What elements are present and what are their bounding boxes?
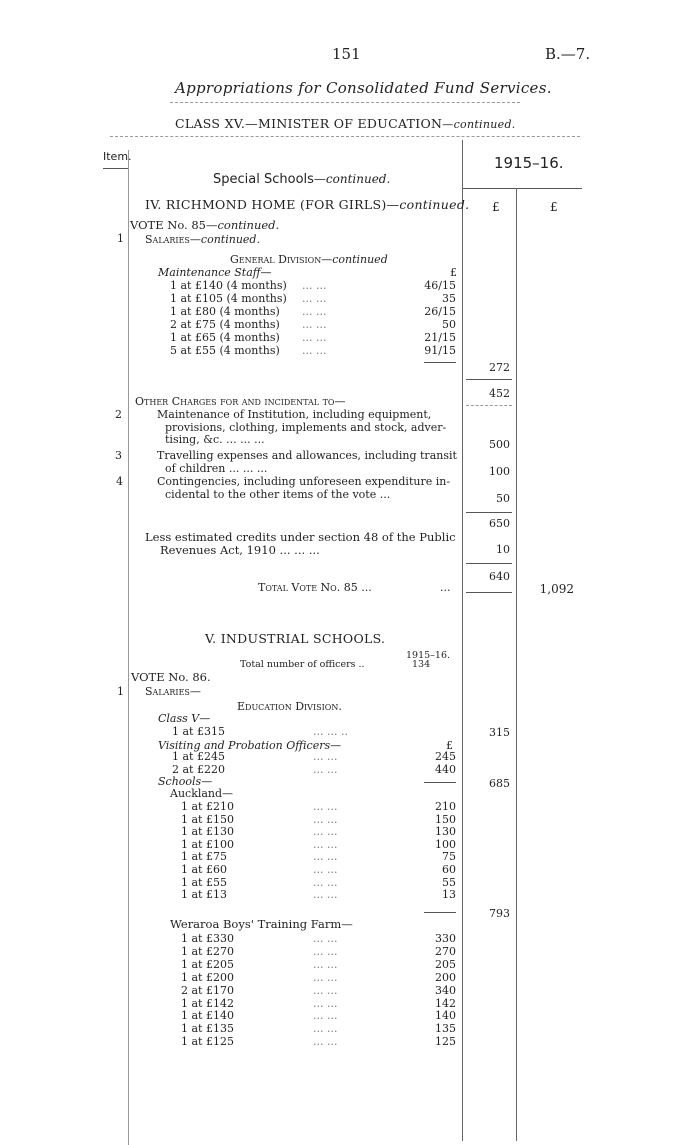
- staff-row-dots: ... ...: [302, 304, 327, 318]
- salaries-subtotal-rule: [466, 379, 512, 380]
- division-label: [230, 253, 388, 266]
- item-header-rule: [103, 168, 129, 169]
- item-number-1-vote-86: 1: [117, 685, 124, 698]
- charge-line: Maintenance of Institution, including equipment,: [157, 408, 432, 421]
- charge-item-number: 4: [116, 475, 123, 488]
- visiting-subtotal: 685: [489, 777, 510, 790]
- weraroa-row-dots: ... ...: [313, 1035, 338, 1049]
- section-heading: [213, 172, 390, 187]
- staff-row-amount: 26/15: [424, 304, 456, 318]
- amount-column-rule-mid: [516, 188, 517, 1141]
- charge-line: Contingencies, including unforeseen expenditure in-: [157, 475, 451, 488]
- staff-subtotal-rule: [424, 362, 456, 363]
- vote-85-text: VOTE No. 85—: [130, 218, 218, 232]
- weraroa-row-dots: ... ...: [313, 957, 338, 971]
- auckland-row-amount: 75: [442, 850, 456, 864]
- weraroa-row-amount: 125: [435, 1035, 456, 1049]
- total-vote-85-amount: 1,092: [539, 582, 574, 596]
- auckland-row-amount: 100: [435, 837, 456, 851]
- pound-sign: £: [450, 266, 457, 279]
- auckland-row-dots: ... ...: [313, 837, 338, 851]
- staff-row-amount: 21/15: [424, 330, 456, 344]
- officers-year: 1915–16.: [406, 650, 451, 661]
- salaries-label-vote-86: Salaries—: [145, 685, 201, 698]
- staff-row-amount: 46/15: [424, 279, 456, 292]
- auckland-row-amount: 130: [435, 825, 456, 839]
- charges-total: 650: [489, 517, 510, 530]
- less-credits-line1: Less estimated credits under section 48 of the Public: [145, 530, 456, 544]
- salaries-label: [145, 233, 260, 246]
- vote-86-label: VOTE No. 86.: [131, 670, 211, 684]
- vote-85-suffix: continued.: [217, 218, 280, 232]
- auckland-row-desc: 1 at £75: [181, 850, 227, 864]
- weraroa-row-amount: 330: [435, 932, 456, 945]
- charge-amount: 50: [496, 492, 510, 505]
- net-amount: 640: [489, 570, 510, 583]
- class-v-dots: ... ... ..: [313, 725, 348, 738]
- auckland-row-desc: 1 at £210: [181, 800, 234, 813]
- item-column-header: Item.: [103, 150, 132, 163]
- class-v-label: Class V—: [158, 712, 211, 725]
- weraroa-row-amount: 270: [435, 944, 456, 958]
- charge-line: provisions, clothing, implements and stock, adver-: [165, 420, 447, 434]
- currency-col2-header: £: [550, 200, 558, 214]
- title-rule: [170, 102, 520, 103]
- weraroa-row-amount: 142: [435, 996, 456, 1010]
- weraroa-row-dots: ... ...: [313, 944, 338, 958]
- staff-row-amount: 35: [442, 291, 456, 305]
- weraroa-row-desc: 1 at £200: [181, 970, 234, 984]
- staff-row-desc: 2 at £75 (4 months): [170, 317, 280, 331]
- weraroa-label: Weraroa Boys' Training Farm—: [170, 917, 353, 931]
- visiting-row-dots: ... ...: [313, 762, 338, 776]
- other-charges-rule: [466, 405, 512, 406]
- staff-row-desc: 1 at £65 (4 months): [170, 330, 280, 344]
- total-rule: [466, 592, 512, 593]
- class-title: [175, 116, 516, 131]
- net-rule: [466, 563, 512, 564]
- staff-subtotal: 272: [489, 361, 510, 374]
- weraroa-row-desc: 1 at £270: [181, 944, 234, 958]
- staff-row-dots: ... ...: [302, 291, 327, 305]
- officers-count: 134: [412, 659, 431, 670]
- staff-row-dots: ... ...: [302, 317, 327, 331]
- other-charges-heading: Other Charges for and incidental to—: [135, 395, 346, 408]
- maintenance-staff-label: Maintenance Staff—: [158, 266, 272, 279]
- charge-amount: 500: [489, 438, 510, 451]
- staff-row-amount: 91/15: [424, 343, 456, 357]
- weraroa-row-dots: ... ...: [313, 983, 338, 997]
- weraroa-row-desc: 1 at £125: [181, 1035, 234, 1049]
- weraroa-row-amount: 200: [435, 970, 456, 984]
- auckland-row-dots: ... ...: [313, 850, 338, 864]
- subsection-heading-suffix: continued.: [399, 197, 470, 212]
- auckland-row-desc: 1 at £55: [181, 875, 227, 889]
- charges-total-rule: [466, 512, 512, 513]
- charge-line: of children ... ... ...: [165, 461, 268, 475]
- auckland-row-desc: 1 at £150: [181, 812, 234, 826]
- weraroa-row-desc: 1 at £142: [181, 996, 234, 1010]
- less-credits-amount: 10: [496, 543, 510, 556]
- class-v-desc: 1 at £315: [172, 725, 225, 738]
- staff-row-desc: 1 at £80 (4 months): [170, 304, 280, 318]
- weraroa-row-dots: ... ...: [313, 996, 338, 1010]
- section-heading-text: Special Schools: [213, 172, 314, 187]
- auckland-row-desc: 1 at £60: [181, 863, 227, 876]
- schools-label: Schools—: [158, 775, 213, 788]
- charge-amount: 100: [489, 465, 510, 478]
- auckland-row-amount: 150: [435, 812, 456, 826]
- less-credits-line2: Revenues Act, 1910 ... ... ...: [160, 543, 320, 557]
- auckland-label: Auckland—: [170, 787, 234, 800]
- auckland-row-amount: 210: [435, 800, 456, 813]
- visiting-row-desc: 1 at £245: [172, 750, 225, 763]
- total-vote-85-label: Total Vote No. 85 ...: [258, 581, 372, 594]
- page-title: Appropriations for Consolidated Fund Services.: [175, 79, 552, 97]
- fiscal-year-header: 1915–16.: [494, 154, 564, 172]
- officers-label: Total number of officers ..: [240, 659, 365, 670]
- year-header-rule: [462, 188, 582, 189]
- visiting-row-amount: 245: [435, 750, 456, 763]
- section-heading-suffix: —continued.: [313, 172, 391, 186]
- auckland-row-dots: ... ...: [313, 812, 338, 826]
- auckland-subtotal: 793: [489, 907, 510, 920]
- auckland-row-amount: 60: [442, 863, 456, 876]
- subsection-heading: [145, 197, 469, 212]
- charge-item-number: 3: [115, 449, 122, 462]
- salaries-subtotal: 452: [489, 387, 510, 400]
- weraroa-row-desc: 1 at £330: [181, 932, 234, 945]
- vote-85-label: [130, 218, 279, 232]
- page-number: 151: [332, 45, 361, 63]
- division-text: General Division—: [230, 253, 333, 266]
- staff-row-dots: ... ...: [302, 279, 327, 292]
- charge-item-number: 2: [115, 408, 122, 421]
- weraroa-row-amount: 340: [435, 983, 456, 997]
- auckland-row-dots: ... ...: [313, 863, 338, 876]
- weraroa-row-desc: 2 at £170: [181, 983, 234, 997]
- weraroa-row-amount: 205: [435, 957, 456, 971]
- auckland-row-dots: ... ...: [313, 825, 338, 839]
- document-reference: B.—7.: [545, 45, 591, 63]
- salaries-suffix: continued.: [200, 233, 260, 246]
- staff-row-amount: 50: [442, 317, 456, 331]
- class-title-text: CLASS XV.—MINISTER OF EDUCATION: [175, 116, 443, 131]
- auckland-row-amount: 13: [442, 888, 456, 902]
- visiting-row-desc: 2 at £220: [172, 762, 225, 776]
- weraroa-row-dots: ... ...: [313, 970, 338, 984]
- visiting-officers-label: Visiting and Probation Officers—: [158, 739, 342, 752]
- weraroa-row-desc: 1 at £205: [181, 957, 234, 971]
- staff-row-desc: 1 at £105 (4 months): [170, 291, 287, 305]
- currency-col1-header: £: [492, 200, 500, 214]
- charge-line: cidental to the other items of the vote ...: [165, 487, 391, 501]
- item-number-1: 1: [117, 232, 124, 245]
- weraroa-row-amount: 140: [435, 1009, 456, 1023]
- auckland-row-desc: 1 at £130: [181, 825, 234, 839]
- visiting-subtotal-rule: [424, 782, 456, 783]
- weraroa-row-dots: ... ...: [313, 932, 338, 945]
- auckland-subtotal-rule: [424, 912, 456, 913]
- class-title-suffix: —continued.: [442, 118, 516, 131]
- auckland-row-amount: 55: [442, 875, 456, 889]
- staff-row-desc: 1 at £140 (4 months): [170, 279, 287, 292]
- auckland-row-desc: 1 at £13: [181, 888, 227, 902]
- staff-row-desc: 5 at £55 (4 months): [170, 343, 280, 357]
- charge-line: Travelling expenses and allowances, including transit: [157, 449, 457, 462]
- item-column-rule: [128, 150, 129, 1145]
- weraroa-row-desc: 1 at £135: [181, 1022, 234, 1036]
- class-v-amount: 315: [489, 726, 510, 739]
- weraroa-row-dots: ... ...: [313, 1022, 338, 1036]
- staff-row-dots: ... ...: [302, 343, 327, 357]
- auckland-row-dots: ... ...: [313, 875, 338, 889]
- total-vote-85-dots: ...: [440, 581, 451, 594]
- staff-row-dots: ... ...: [302, 330, 327, 344]
- auckland-row-dots: ... ...: [313, 888, 338, 902]
- visiting-row-amount: 440: [435, 762, 456, 776]
- pound-sign-vote-86: £: [446, 739, 453, 752]
- charge-line: tising, &c. ... ... ...: [165, 433, 265, 446]
- industrial-schools-heading: V. INDUSTRIAL SCHOOLS.: [205, 631, 386, 646]
- class-rule: [110, 136, 580, 137]
- visiting-row-dots: ... ...: [313, 750, 338, 763]
- weraroa-row-desc: 1 at £140: [181, 1009, 234, 1023]
- auckland-row-desc: 1 at £100: [181, 837, 234, 851]
- education-division-label: Education Division.: [237, 700, 342, 713]
- salaries-text: Salaries—: [145, 233, 201, 246]
- auckland-row-dots: ... ...: [313, 800, 338, 813]
- subsection-heading-text: IV. RICHMOND HOME (FOR GIRLS)—: [145, 197, 400, 212]
- weraroa-row-dots: ... ...: [313, 1009, 338, 1023]
- amount-column-rule-left: [462, 140, 463, 1141]
- weraroa-row-amount: 135: [435, 1022, 456, 1036]
- division-suffix: continued: [332, 253, 388, 266]
